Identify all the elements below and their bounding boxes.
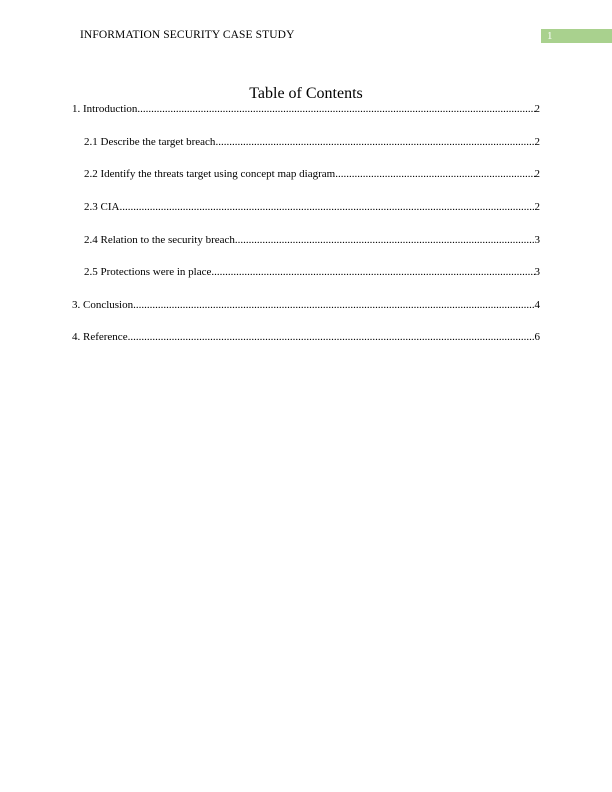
toc-entry-describe-target-breach[interactable]: [84, 135, 540, 149]
toc-entry-reference[interactable]: [72, 330, 540, 344]
toc-leader-dots: [128, 330, 535, 344]
toc-entry-page: 6: [534, 331, 540, 343]
toc-leader-dots: [137, 102, 534, 116]
toc-leader-dots: [211, 265, 534, 279]
toc-entry-label: 2.3 CIA: [84, 201, 120, 213]
toc-entry-page: 4: [534, 299, 540, 311]
toc-entry-introduction[interactable]: [72, 102, 540, 116]
toc-entry-relation-to-breach[interactable]: [84, 233, 540, 247]
page-number-box: 1: [541, 29, 612, 43]
toc-leader-dots: [215, 135, 534, 149]
toc-entry-conclusion[interactable]: [72, 298, 540, 312]
toc-entry-label: 1. Introduction: [72, 103, 138, 115]
toc-leader-dots: [119, 200, 534, 214]
toc-entry-label: 3. Conclusion: [72, 299, 134, 311]
toc-entry-protections[interactable]: [84, 265, 540, 279]
running-head: INFORMATION SECURITY CASE STUDY: [80, 29, 295, 41]
toc-entry-identify-threats[interactable]: [84, 167, 540, 181]
toc-entry-cia[interactable]: [84, 200, 540, 214]
toc-entry-page: 3: [534, 234, 540, 246]
toc-entry-page: 3: [534, 266, 540, 278]
toc-entry-label: 4. Reference: [72, 331, 128, 343]
toc-entry-page: 2: [534, 136, 540, 148]
toc-entry-page: 2: [534, 201, 540, 213]
toc-entry-page: 2: [534, 168, 540, 180]
toc-entry-page: 2: [534, 103, 540, 115]
toc-leader-dots: [335, 167, 534, 181]
toc-entry-label: 2.4 Relation to the security breach: [84, 234, 235, 246]
toc-entry-label: 2.1 Describe the target breach: [84, 136, 216, 148]
toc-leader-dots: [235, 233, 535, 247]
toc-title: Table of Contents: [249, 85, 363, 102]
toc-entry-label: 2.2 Identify the threats target using concept map diagram: [84, 168, 336, 180]
toc-leader-dots: [133, 298, 534, 312]
toc-entry-label: 2.5 Protections were in place: [84, 266, 212, 278]
